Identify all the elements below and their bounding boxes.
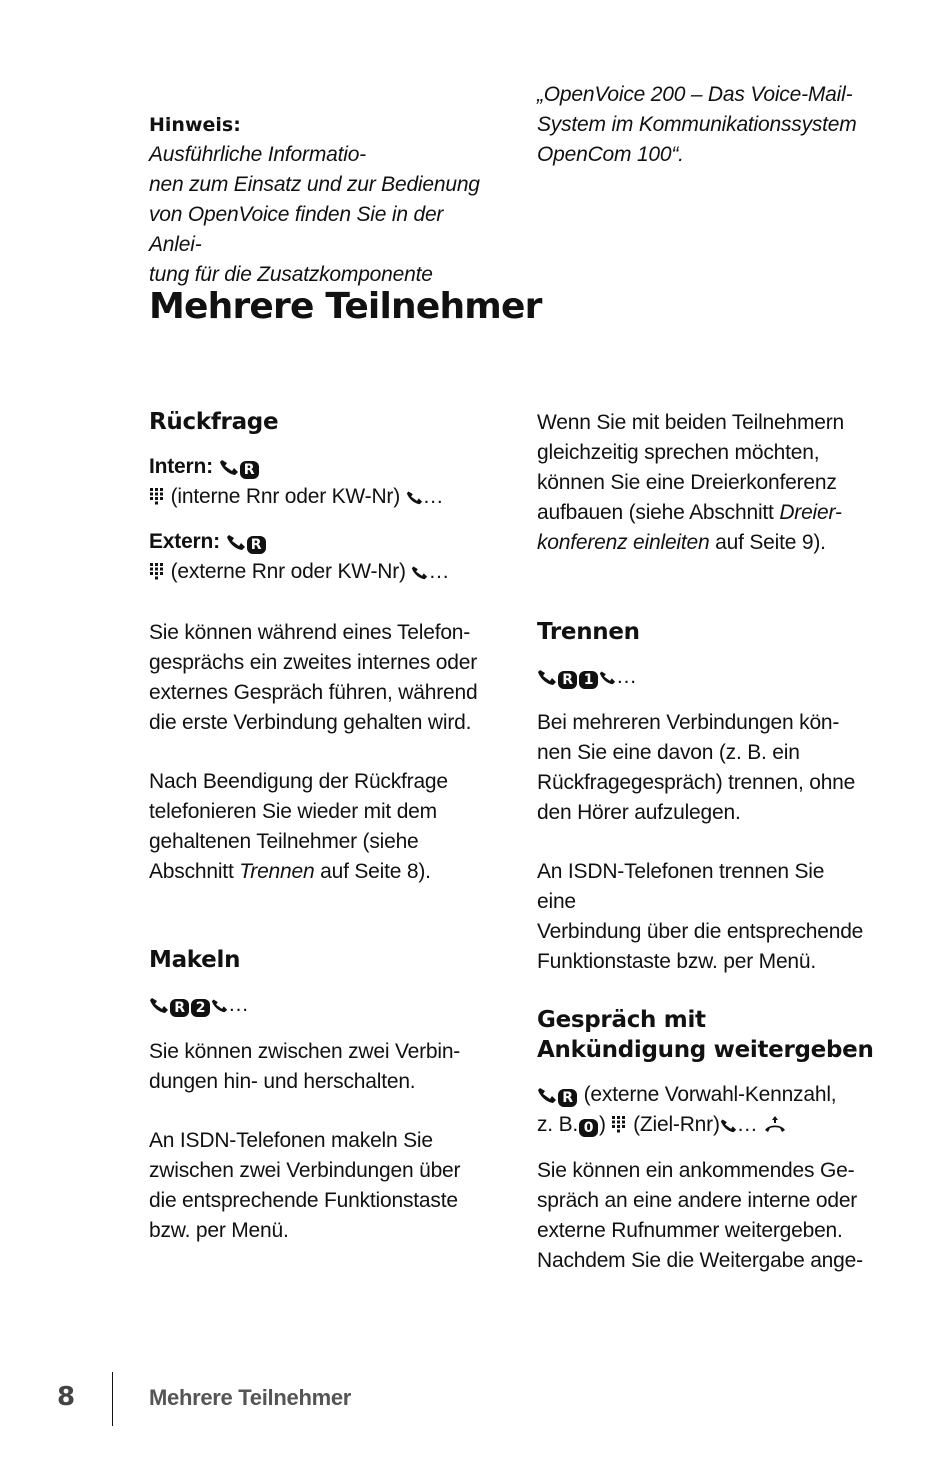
- intern-dial: [149, 482, 489, 512]
- ankuendigung-prefix: z. B.: [537, 1113, 579, 1136]
- heading-trennen: Trennen: [537, 619, 640, 645]
- r-key-icon: R: [240, 461, 259, 479]
- hint-label: Hinweis:: [149, 114, 241, 136]
- trennen-para1: Bei mehreren Verbindungen kön- nen Sie eine davon (z. B. ein Rückfragegespräch) trennen, ohne den Hörer aufzulegen.: [537, 711, 856, 824]
- rueckfrage-para1: Sie können während eines Telefon- gesprächs ein zweites internes oder externes Gespräch führen, während die erste Verbindung gehalten wird.: [149, 621, 478, 734]
- digit-key-icon: 1: [579, 671, 598, 689]
- r-key-icon: R: [247, 536, 266, 554]
- extern-label: Extern:: [149, 530, 220, 553]
- extern-detail: (externe Rnr oder KW-Nr): [170, 560, 406, 583]
- hint-text-1: Ausführliche Informatio- nen zum Einsatz und zur Bedienung von OpenVoice finden Sie in der Anlei- tung für die Zusatzkomponente: [149, 143, 480, 286]
- ankuendigung-sequence-1: [537, 1080, 877, 1110]
- intern-sequence: [149, 452, 489, 482]
- makeln-para1: Sie können zwischen zwei Verbin- dungen hin- und herschalten.: [149, 1040, 461, 1093]
- heading-rueckfrage: Rückfrage: [149, 409, 279, 435]
- handset-lift-icon: [219, 459, 239, 475]
- handset-lift-icon: [211, 998, 228, 1013]
- r-key-icon: R: [558, 1089, 577, 1107]
- handset-lift-icon: [599, 670, 616, 685]
- intern-label: Intern:: [149, 455, 213, 478]
- r-key-icon: R: [558, 671, 577, 689]
- digit-key-icon: 2: [191, 999, 210, 1017]
- ankuendigung-detail1: (externe Vorwahl-Kennzahl,: [583, 1083, 837, 1106]
- link-konferenz: konferenz einleiten: [537, 531, 710, 554]
- footer-divider: [112, 1372, 113, 1426]
- ellipsis: …: [428, 560, 450, 583]
- konferenz-text: Wenn Sie mit beiden Teilnehmern gleichzeitig sprechen möchten, können Sie eine Dreierkonferenz aufbauen (siehe Abschnitt: [537, 411, 845, 524]
- handset-hangup-icon: [763, 1115, 787, 1133]
- ellipsis: …: [228, 993, 249, 1016]
- rueckfrage-para2-text: Nach Beendigung der Rückfrage telefonieren Sie wieder mit dem gehaltenen Teilnehmer (siehe Abschnitt: [149, 770, 448, 883]
- intern-detail: (interne Rnr oder KW-Nr): [170, 485, 401, 508]
- page-title: Mehrere Teilnehmer: [149, 286, 542, 327]
- makeln-sequence: [149, 990, 489, 1020]
- extern-sequence: [149, 527, 489, 557]
- rueckfrage-para2: [149, 767, 489, 887]
- makeln-para2: An ISDN-Telefonen makeln Sie zwischen zwei Verbindungen über die entsprechende Funktionstaste bzw. per Menü.: [149, 1129, 461, 1242]
- trennen-para2: An ISDN-Telefonen trennen Sie eine Verbindung über die entsprechende Funktionstaste bzw. per Menü.: [537, 860, 864, 973]
- digit-key-icon: 0: [579, 1119, 598, 1137]
- footer-title: Mehrere Teilnehmer: [149, 1385, 352, 1410]
- handset-lift-icon: [537, 669, 557, 685]
- heading-ankuendigung-line1: Gespräch mit: [537, 1007, 706, 1033]
- keypad-icon: [149, 562, 165, 580]
- handset-lift-icon: [226, 534, 246, 550]
- link-trennen: Trennen: [239, 860, 315, 883]
- rueckfrage-para2-end: auf Seite 8).: [314, 860, 431, 883]
- trennen-sequence: [537, 662, 867, 692]
- ellipsis: …: [736, 1113, 758, 1136]
- heading-makeln: Makeln: [149, 947, 241, 973]
- heading-ankuendigung-line2: Ankündigung weitergeben: [537, 1037, 874, 1063]
- handset-lift-icon: [720, 1118, 737, 1133]
- ankuendigung-sequence-2: z. B. 0 ) (Ziel-Rnr) …: [537, 1110, 877, 1140]
- handset-lift-icon: [149, 997, 169, 1013]
- ankuendigung-para1: Sie können ein ankommendes Ge- spräch an eine andere interne oder externe Rufnummer weitergeben. Nachdem Sie die Weitergabe ange-: [537, 1159, 863, 1272]
- handset-lift-icon: [406, 490, 423, 505]
- ankuendigung-detail2: (Ziel-Rnr): [633, 1113, 720, 1136]
- keypad-icon: [149, 487, 165, 505]
- r-key-icon: R: [170, 999, 189, 1017]
- page-number: 8: [57, 1382, 76, 1412]
- konferenz-end: auf Seite 9).: [709, 531, 826, 554]
- konferenz-para: [537, 408, 867, 558]
- handset-lift-icon: [411, 565, 428, 580]
- ellipsis: …: [422, 485, 444, 508]
- hint-col2: „OpenVoice 200 – Das Voice-Mail- System im Kommunikationssystem OpenCom 100“.: [537, 83, 857, 166]
- heading-ankuendigung: [537, 1005, 877, 1065]
- hint-col1: [149, 80, 494, 290]
- handset-lift-icon: [537, 1087, 557, 1103]
- ellipsis: …: [616, 665, 637, 688]
- extern-dial: [149, 557, 489, 587]
- keypad-icon: [611, 1115, 627, 1133]
- link-dreier: Dreier-: [779, 501, 842, 524]
